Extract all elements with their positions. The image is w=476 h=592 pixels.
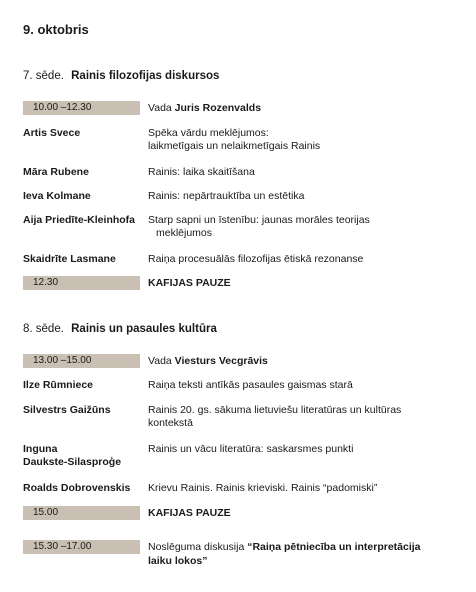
talk-title: Raiņa teksti antīkās pasaules gaismas starā: [148, 379, 353, 391]
speaker-name: Inguna Daukste-Silasproģe: [23, 443, 122, 468]
time-bar: 15.30 –17.00: [23, 540, 140, 554]
chair-name: Juris Rozenvalds: [174, 102, 262, 114]
time-bar: 12.30: [23, 276, 140, 290]
speaker-name: Skaidrīte Lasmane: [23, 253, 116, 265]
chair-name: Viesturs Vecgrāvis: [174, 355, 268, 367]
closing-text: [148, 540, 448, 568]
break-label: KAFIJAS PAUZE: [148, 507, 231, 519]
chair-prefix: Vada: [148, 355, 172, 367]
talk-title: Spēka vārdu meklējumos: laikmetīgais un nelaikmetīgais Rainis: [148, 127, 321, 152]
chair-prefix: Vada: [148, 102, 172, 114]
speaker-name: Ieva Kolmane: [23, 190, 91, 202]
closing-prefix: Noslēguma diskusija: [148, 541, 245, 553]
time-bar: 13.00 –15.00: [23, 354, 140, 368]
talk-title: Rainis: nepārtrauktība un estētika: [148, 190, 305, 202]
talk-title: Rainis 20. gs. sākuma lietuviešu literatūras un kultūras kontekstā: [148, 404, 402, 429]
break-label: KAFIJAS PAUZE: [148, 277, 231, 289]
speaker-name: Silvestrs Gaižūns: [23, 404, 111, 416]
session-8-title: [23, 323, 217, 335]
session-7-number: 7. sēde.: [23, 70, 64, 82]
chair-text: [148, 354, 268, 368]
speaker-name: Aija Priedīte-Kleinhofa: [23, 214, 136, 226]
session-7-name: Rainis filozofijas diskursos: [71, 70, 220, 82]
talk-title: Krievu Rainis. Rainis krieviski. Rainis “padomiski”: [148, 482, 378, 494]
page-title: 9. oktobris: [23, 22, 89, 37]
speaker-name: Māra Rubene: [23, 166, 89, 178]
time-bar: 15.00: [23, 506, 140, 520]
talk-title: Rainis un vācu literatūra: saskarsmes punkti: [148, 443, 354, 455]
talk-title: Starp sapni un īstenību: jaunas morāles teorijas meklējumos: [148, 214, 370, 239]
closing-row: [23, 540, 453, 570]
session-7-break-row: [23, 276, 453, 290]
session-8-name: Rainis un pasaules kultūra: [71, 323, 217, 335]
talk-title: Raiņa procesuālās filozofijas ētiskā rezonanse: [148, 253, 364, 265]
speaker-name: Roalds Dobrovenskis: [23, 482, 131, 494]
closing-title-cont: laiku lokos”: [148, 555, 208, 567]
closing-title: “Raiņa pētniecība un interpretācija: [247, 541, 421, 553]
talk-title: Rainis: laika skaitīšana: [148, 166, 255, 178]
time-bar: 10.00 –12.30: [23, 101, 140, 115]
session-8-number: 8. sēde.: [23, 323, 64, 335]
speaker-name: Ilze Rūmniece: [23, 379, 94, 391]
session-7-title: [23, 70, 219, 82]
chair-text: [148, 101, 261, 115]
session-7-chair-row: [23, 101, 453, 115]
session-8-chair-row: [23, 354, 453, 368]
session-8-break-row: [23, 506, 453, 520]
speaker-name: Artis Svece: [23, 127, 81, 139]
